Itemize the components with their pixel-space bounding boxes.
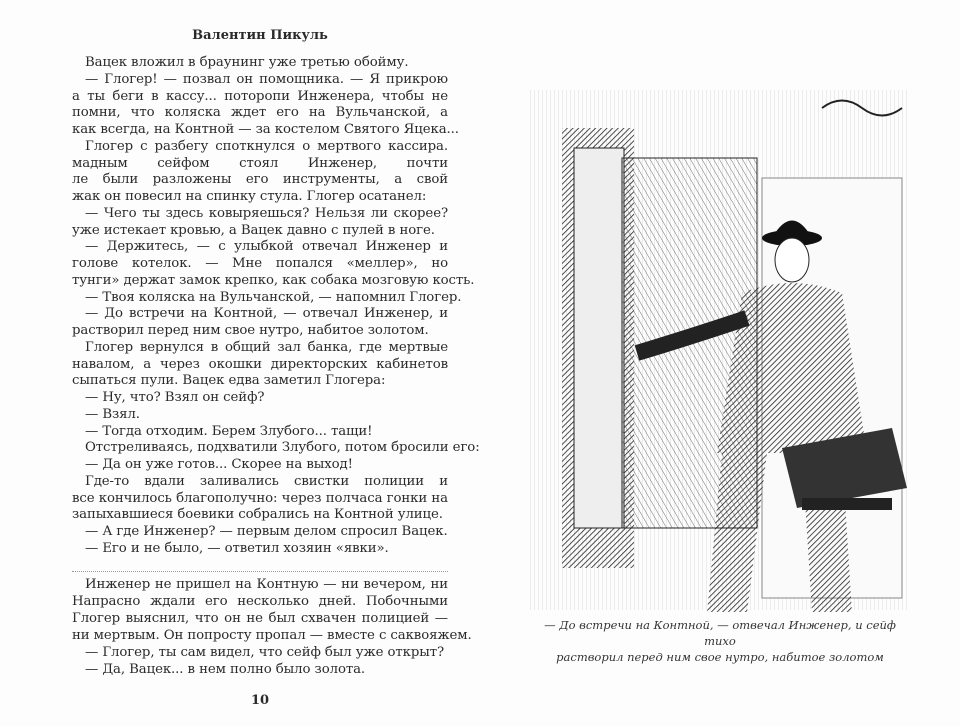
text-line: уже истекает кровью, а Вацек давно с пулей в ноге. (72, 222, 435, 238)
text-line: Напрасно ждали его несколько дней. Побочными (72, 594, 448, 609)
text-line: жак он повесил на спинку стула. Глогер осатанел: (72, 189, 427, 204)
text-line: запыхавшиеся боевики собрались на Контной улице. (72, 507, 443, 523)
text-line: — Твоя коляска на Вульчанской, — напомнил Глогер. (85, 289, 462, 305)
running-header-author: Валентин Пикуль (192, 28, 328, 43)
text-line: Глогер выяснил, что он не был схвачен полицией — (72, 611, 448, 626)
text-line: навалом, а через окошки директорских кабинетов (72, 356, 448, 372)
text-line: Глогер с разбегу споткнулся о мертвого кассира. (85, 138, 448, 154)
text-line: — Да он уже готов... Скорее на выход! (85, 457, 353, 472)
text-line: ни мертвым. Он попросту пропал — вместе с саквояжем. (72, 628, 472, 643)
text-line: голове котелок. — Мне попался «меллер», но (72, 256, 448, 271)
text-line: помни, что коляска ждет его на Вульчанской, а (72, 105, 448, 121)
text-line: — До встречи на Контной, — отвечал Инженер, и (85, 306, 448, 322)
text-line: Вацек вложил в браунинг уже третью обойму. (85, 55, 409, 70)
text-line: — А где Инженер? — первым делом спросил Вацек. (85, 524, 448, 539)
caption-line-2: растворил перед ним свое нутро, набитое золотом (556, 650, 884, 664)
text-line: все кончилось благополучно: через полчаса гонки на (72, 490, 448, 506)
page-number: 10 (250, 693, 270, 708)
section-divider (72, 571, 448, 572)
text-line: Где-то вдали заливались свистки полиции и (85, 473, 448, 489)
text-line: Глогер вернулся в общий зал банка, где мертвые (85, 339, 448, 355)
text-line: — Чего ты здесь ковыряешься? Нельзя ли скорее? (85, 205, 448, 221)
text-line: — Да, Вацек... в нем полно было золота. (85, 662, 366, 677)
caption-line-1: — До встречи на Контной, — отвечал Инженер, и сейф тихо (544, 618, 896, 648)
text-line: как всегда, на Контной — за костелом Святого Яцека... (72, 122, 459, 137)
text-line: — Взял. (85, 406, 140, 422)
text-line: — Его и не было, — ответил хозяин «явки». (85, 540, 389, 556)
text-line: а ты беги в кассу... поторопи Инженера, чтобы не (72, 88, 448, 104)
text-line: тунги» держат замок крепко, как собака мозговую кость. (72, 272, 475, 288)
text-line: — Глогер, ты сам видел, что сейф был уже открыт? (85, 645, 445, 660)
text-line: ле были разложены его инструменты, а свой (72, 172, 448, 188)
text-line: Инженер не пришел на Контную — ни вечером, ни (85, 577, 448, 592)
text-line: мадным сейфом стоял Инженер, почти (72, 155, 448, 171)
text-line: сыпаться пули. Вацек едва заметил Глогера: (72, 373, 386, 389)
illustration-caption (530, 617, 910, 665)
illustration-engraving (522, 88, 914, 612)
text-line: Отстреливаясь, подхватили Злубого, потом бросили его: (85, 440, 480, 456)
text-line: — Глогер! — позвал он помощника. — Я прикрою (85, 71, 448, 87)
text-line: — Держитесь, — с улыбкой отвечал Инженер и (85, 239, 448, 255)
text-line: — Тогда отходим. Берем Злубого... тащи! (85, 423, 373, 439)
text-line: — Ну, что? Взял он сейф? (85, 390, 265, 405)
text-line: растворил перед ним свое нутро, набитое золотом. (72, 323, 429, 338)
